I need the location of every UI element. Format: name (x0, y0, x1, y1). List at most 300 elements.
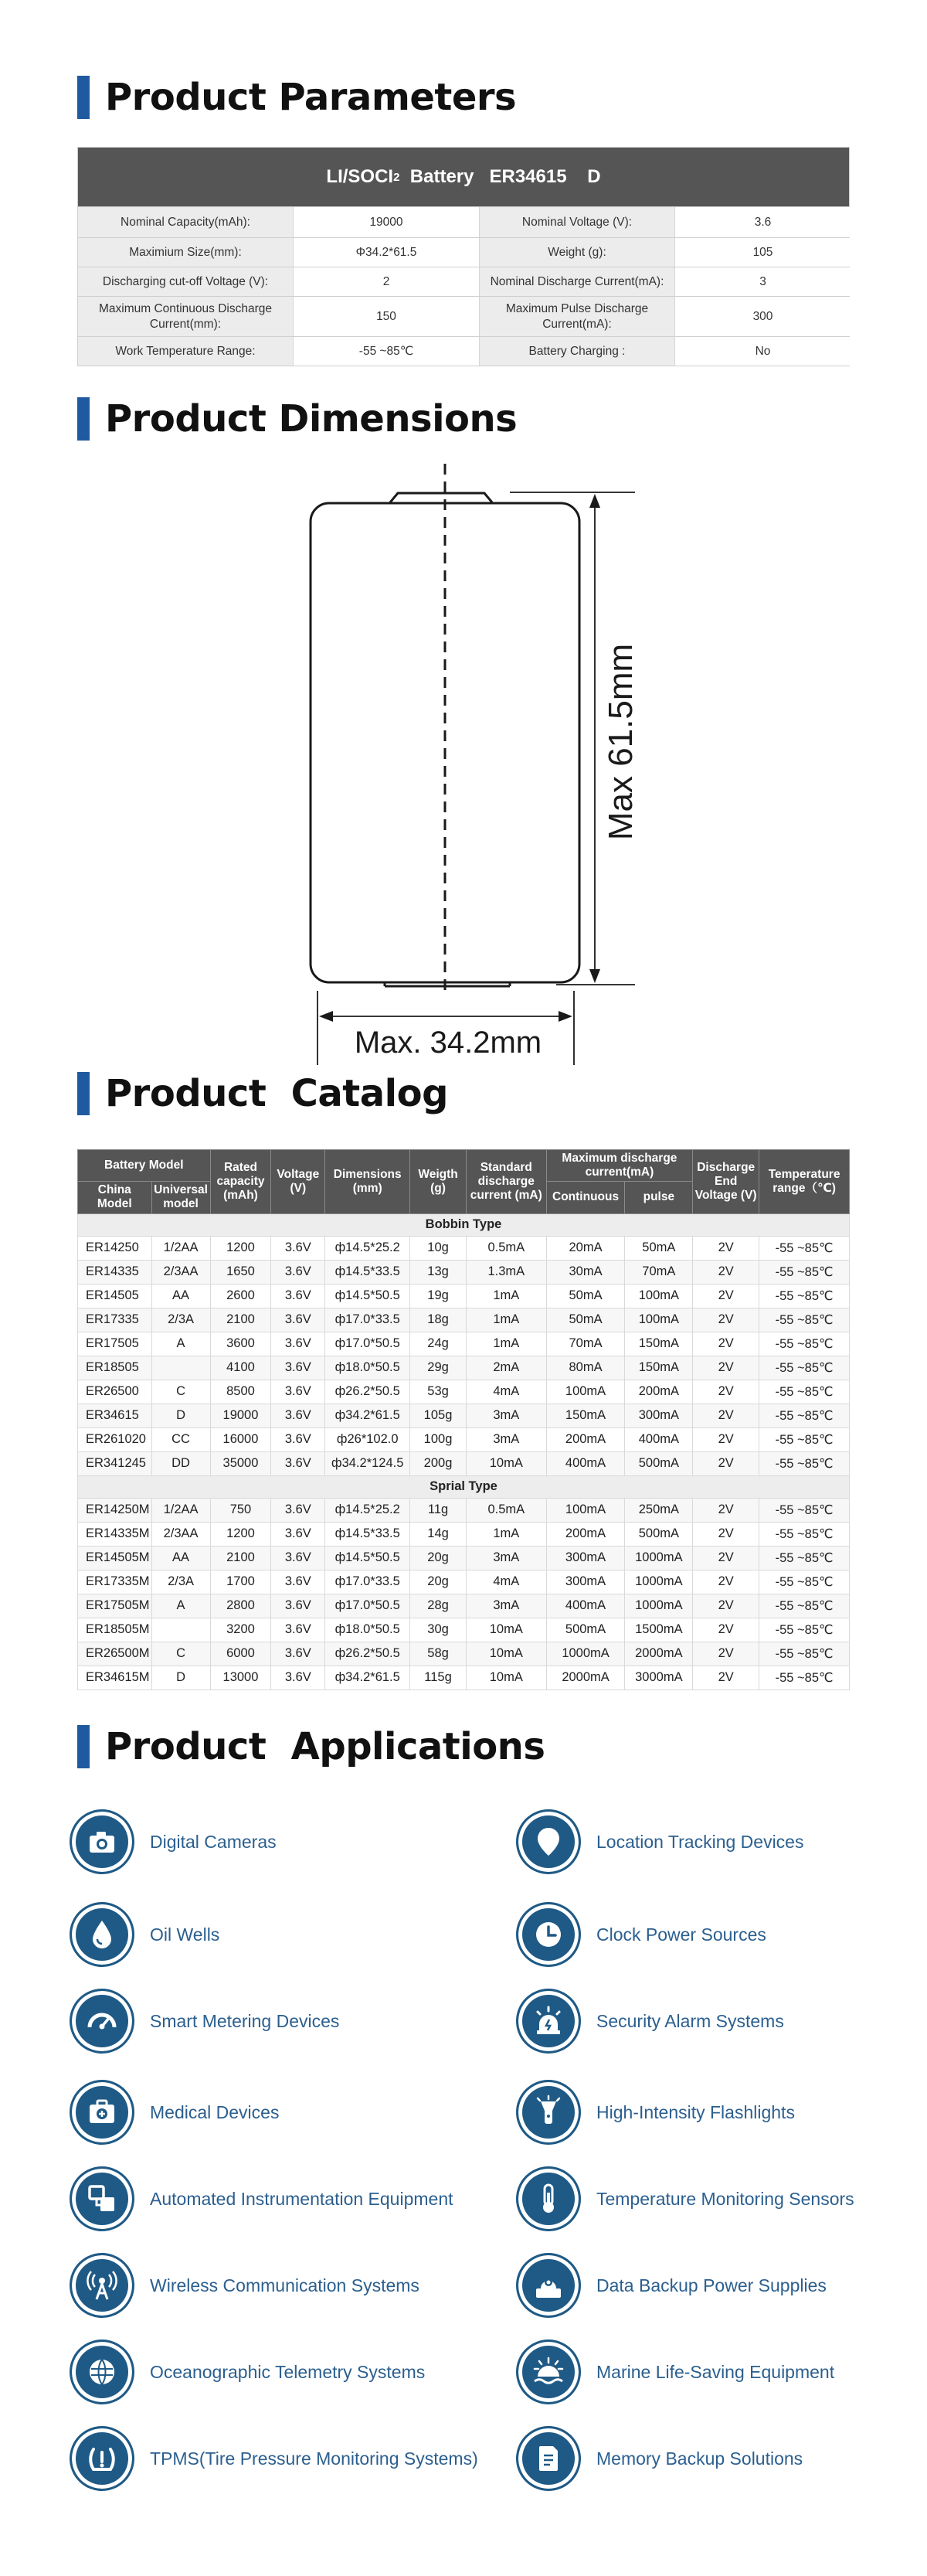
cell-dimensions: ф18.0*50.5 (325, 1618, 410, 1642)
param-label: Work Temperature Range: (78, 337, 293, 366)
param-value: 150 (293, 297, 479, 336)
cell-temperature-range: -55 ~85℃ (759, 1666, 850, 1690)
param-value: 2 (293, 267, 479, 296)
catalog-row (78, 1332, 850, 1356)
cell-rated-capacity: 750 (210, 1498, 271, 1522)
lifebuoy-icon (516, 2339, 581, 2404)
cell-weight: 13g (410, 1260, 467, 1284)
cell-weight: 10g (410, 1236, 467, 1260)
param-label: Maximum Pulse Discharge Current(mA): (479, 297, 674, 336)
application-label: Automated Instrumentation Equipment (150, 2188, 453, 2209)
cell-china-model: ER17505M (78, 1594, 152, 1618)
width-label: Max. 34.2mm (354, 1026, 542, 1060)
cell-dimensions: ф14.5*33.5 (325, 1260, 410, 1284)
param-label: Maximum Continuous Discharge Current(mm): (78, 297, 293, 336)
cell-end-voltage: 2V (693, 1546, 759, 1570)
cell-dimensions: ф34.2*61.5 (325, 1666, 410, 1690)
cell-universal-model (151, 1356, 210, 1380)
cell-end-voltage: 2V (693, 1451, 759, 1475)
application-label: TPMS(Tire Pressure Monitoring Systems) (150, 2448, 478, 2469)
cell-universal-model: C (151, 1380, 210, 1404)
cell-universal-model: 2/3AA (151, 1260, 210, 1284)
cell-china-model: ER26500 (78, 1380, 152, 1404)
application-item (516, 2425, 803, 2492)
header-model: Battery ER34615 D (399, 166, 601, 187)
cell-weight: 29g (410, 1356, 467, 1380)
cell-temperature-range: -55 ~85℃ (759, 1356, 850, 1380)
catalog-row (78, 1308, 850, 1332)
arrow-head (589, 969, 600, 983)
cell-standard-current: 1mA (466, 1522, 546, 1546)
header-standard-current: Standard discharge current (mA) (466, 1150, 546, 1214)
parameters-row (78, 336, 849, 366)
cell-china-model: ER14250 (78, 1236, 152, 1260)
cell-weight: 18g (410, 1308, 467, 1332)
application-label: Memory Backup Solutions (596, 2448, 803, 2469)
catalog-row (78, 1642, 850, 1666)
cell-temperature-range: -55 ~85℃ (759, 1498, 850, 1522)
cell-universal-model: A (151, 1332, 210, 1356)
application-item (70, 2079, 279, 2146)
cell-continuous-current: 20mA (546, 1236, 625, 1260)
param-value: 3 (674, 267, 851, 296)
cell-weight: 20g (410, 1570, 467, 1594)
cell-temperature-range: -55 ~85℃ (759, 1522, 850, 1546)
application-label: Temperature Monitoring Sensors (596, 2188, 854, 2209)
type-label: Sprial Type (78, 1475, 850, 1498)
cell-weight: 24g (410, 1332, 467, 1356)
cell-dimensions: ф26.2*50.5 (325, 1380, 410, 1404)
cell-end-voltage: 2V (693, 1404, 759, 1428)
header-china-model: China Model (78, 1181, 152, 1213)
cell-pulse-current: 150mA (625, 1332, 693, 1356)
cell-continuous-current: 300mA (546, 1546, 625, 1570)
catalog-row (78, 1498, 850, 1522)
cell-pulse-current: 2000mA (625, 1642, 693, 1666)
cell-rated-capacity: 2600 (210, 1284, 271, 1308)
cell-dimensions: ф14.5*33.5 (325, 1522, 410, 1546)
cell-standard-current: 3mA (466, 1546, 546, 1570)
cell-dimensions: ф34.2*124.5 (325, 1451, 410, 1475)
section-heading: Product Catalog (105, 1072, 448, 1115)
section-title-parameters (77, 74, 516, 121)
cell-pulse-current: 1000mA (625, 1570, 693, 1594)
cell-dimensions: ф17.0*50.5 (325, 1332, 410, 1356)
cell-weight: 53g (410, 1380, 467, 1404)
application-label: Medical Devices (150, 2101, 280, 2122)
cell-voltage: 3.6V (271, 1522, 325, 1546)
section-title-catalog (77, 1070, 448, 1117)
cell-china-model: ER14250M (78, 1498, 152, 1522)
thermometer-icon (516, 2166, 581, 2231)
cell-end-voltage: 2V (693, 1498, 759, 1522)
cell-universal-model: 2/3A (151, 1570, 210, 1594)
cell-universal-model: CC (151, 1428, 210, 1451)
cell-end-voltage: 2V (693, 1642, 759, 1666)
cell-rated-capacity: 35000 (210, 1451, 271, 1475)
flashlight-icon (516, 2080, 581, 2145)
header-temperature: Temperature range（℃) (759, 1150, 850, 1214)
param-value: 300 (674, 297, 851, 336)
param-label: Weight (g): (479, 238, 674, 267)
cell-temperature-range: -55 ~85℃ (759, 1428, 850, 1451)
cell-temperature-range: -55 ~85℃ (759, 1618, 850, 1642)
cell-voltage: 3.6V (271, 1666, 325, 1690)
cell-continuous-current: 2000mA (546, 1666, 625, 1690)
catalog-row (78, 1570, 850, 1594)
cell-dimensions: ф26.2*50.5 (325, 1642, 410, 1666)
param-label: Nominal Capacity(mAh): (78, 207, 293, 237)
cell-dimensions: ф34.2*61.5 (325, 1404, 410, 1428)
application-item (516, 2166, 854, 2232)
cell-continuous-current: 100mA (546, 1380, 625, 1404)
cell-continuous-current: 50mA (546, 1284, 625, 1308)
cell-rated-capacity: 1650 (210, 1260, 271, 1284)
cell-weight: 115g (410, 1666, 467, 1690)
cell-pulse-current: 1000mA (625, 1546, 693, 1570)
cell-standard-current: 0.5mA (466, 1498, 546, 1522)
cell-universal-model: D (151, 1666, 210, 1690)
cell-standard-current: 10mA (466, 1642, 546, 1666)
gauge-icon (70, 1989, 134, 2054)
section-title-applications (77, 1724, 545, 1770)
catalog-row (78, 1356, 850, 1380)
cell-end-voltage: 2V (693, 1666, 759, 1690)
cell-pulse-current: 50mA (625, 1236, 693, 1260)
cell-universal-model: C (151, 1642, 210, 1666)
cell-china-model: ER261020 (78, 1428, 152, 1451)
cell-pulse-current: 200mA (625, 1380, 693, 1404)
cell-standard-current: 10mA (466, 1666, 546, 1690)
location-pin-icon (516, 1809, 581, 1874)
cell-voltage: 3.6V (271, 1284, 325, 1308)
application-item (516, 2339, 834, 2405)
cell-universal-model: A (151, 1594, 210, 1618)
cell-end-voltage: 2V (693, 1260, 759, 1284)
application-label: Clock Power Sources (596, 1924, 766, 1945)
cell-rated-capacity: 8500 (210, 1380, 271, 1404)
cell-china-model: ER34615M (78, 1666, 152, 1690)
cell-voltage: 3.6V (271, 1332, 325, 1356)
cell-end-voltage: 2V (693, 1570, 759, 1594)
product-catalog-table (77, 1149, 850, 1690)
header-dimensions: Dimensions (mm) (325, 1150, 410, 1214)
param-value: 3.6 (674, 207, 851, 237)
header-voltage: Voltage (V) (271, 1150, 325, 1214)
header-end-voltage: Discharge End Voltage (V) (693, 1150, 759, 1214)
cell-continuous-current: 1000mA (546, 1642, 625, 1666)
cell-universal-model: DD (151, 1451, 210, 1475)
catalog-row (78, 1522, 850, 1546)
cell-dimensions: ф18.0*50.5 (325, 1356, 410, 1380)
cell-standard-current: 10mA (466, 1618, 546, 1642)
cell-china-model: ER26500M (78, 1642, 152, 1666)
cell-voltage: 3.6V (271, 1618, 325, 1642)
cell-rated-capacity: 2800 (210, 1594, 271, 1618)
data-backup-icon (516, 2253, 581, 2318)
catalog-header-row (78, 1150, 850, 1182)
cell-pulse-current: 400mA (625, 1428, 693, 1451)
application-label: Data Backup Power Supplies (596, 2275, 827, 2295)
cell-china-model: ER18505M (78, 1618, 152, 1642)
cell-rated-capacity: 2100 (210, 1546, 271, 1570)
application-item (70, 1901, 219, 1968)
parameters-table-header (78, 148, 849, 206)
cell-universal-model: 2/3AA (151, 1522, 210, 1546)
application-label: Digital Cameras (150, 1831, 277, 1852)
cell-continuous-current: 70mA (546, 1332, 625, 1356)
cell-end-voltage: 2V (693, 1332, 759, 1356)
cell-continuous-current: 100mA (546, 1498, 625, 1522)
cell-temperature-range: -55 ~85℃ (759, 1380, 850, 1404)
param-value: -55 ~85℃ (293, 337, 479, 366)
cell-dimensions: ф14.5*25.2 (325, 1498, 410, 1522)
cell-pulse-current: 3000mA (625, 1666, 693, 1690)
cell-end-voltage: 2V (693, 1308, 759, 1332)
cell-rated-capacity: 1700 (210, 1570, 271, 1594)
cell-rated-capacity: 1200 (210, 1522, 271, 1546)
header-subscript: 2 (393, 170, 400, 184)
cell-china-model: ER341245 (78, 1451, 152, 1475)
cell-temperature-range: -55 ~85℃ (759, 1594, 850, 1618)
cell-dimensions: ф17.0*50.5 (325, 1594, 410, 1618)
param-label: Battery Charging : (479, 337, 674, 366)
application-item (70, 1809, 277, 1875)
parameters-row (78, 206, 849, 237)
cell-temperature-range: -55 ~85℃ (759, 1451, 850, 1475)
cell-dimensions: ф17.0*33.5 (325, 1308, 410, 1332)
cell-temperature-range: -55 ~85℃ (759, 1546, 850, 1570)
cell-rated-capacity: 13000 (210, 1666, 271, 1690)
cell-china-model: ER17335 (78, 1308, 152, 1332)
type-row-spiral (78, 1475, 850, 1498)
globe-icon (70, 2339, 134, 2404)
medical-kit-icon (70, 2080, 134, 2145)
cell-weight: 14g (410, 1522, 467, 1546)
cell-standard-current: 1mA (466, 1308, 546, 1332)
parameters-table (77, 147, 850, 366)
cell-weight: 28g (410, 1594, 467, 1618)
arrow-head (559, 1011, 572, 1022)
application-item (70, 2166, 453, 2232)
cell-continuous-current: 30mA (546, 1260, 625, 1284)
cell-temperature-range: -55 ~85℃ (759, 1284, 850, 1308)
cell-pulse-current: 100mA (625, 1308, 693, 1332)
cell-temperature-range: -55 ~85℃ (759, 1236, 850, 1260)
cell-dimensions: ф14.5*50.5 (325, 1284, 410, 1308)
cell-china-model: ER17335M (78, 1570, 152, 1594)
cell-china-model: ER34615 (78, 1404, 152, 1428)
height-label: Max 61.5mm (602, 643, 640, 841)
application-label: Oceanographic Telemetry Systems (150, 2361, 426, 2382)
catalog-row (78, 1594, 850, 1618)
cell-dimensions: ф14.5*25.2 (325, 1236, 410, 1260)
cell-temperature-range: -55 ~85℃ (759, 1570, 850, 1594)
cell-end-voltage: 2V (693, 1522, 759, 1546)
cell-continuous-current: 200mA (546, 1428, 625, 1451)
arrow-head (319, 1011, 333, 1022)
cell-voltage: 3.6V (271, 1451, 325, 1475)
cell-voltage: 3.6V (271, 1498, 325, 1522)
cell-standard-current: 2mA (466, 1356, 546, 1380)
cell-voltage: 3.6V (271, 1380, 325, 1404)
cell-standard-current: 1mA (466, 1332, 546, 1356)
cell-continuous-current: 200mA (546, 1522, 625, 1546)
instrument-icon (70, 2166, 134, 2231)
application-label: Security Alarm Systems (596, 2010, 784, 2031)
cell-china-model: ER14505M (78, 1546, 152, 1570)
section-heading: Product Dimensions (105, 397, 518, 441)
section-heading: Product Parameters (105, 76, 517, 119)
cell-temperature-range: -55 ~85℃ (759, 1642, 850, 1666)
catalog-row (78, 1618, 850, 1642)
cell-pulse-current: 70mA (625, 1260, 693, 1284)
cell-standard-current: 1mA (466, 1284, 546, 1308)
cell-standard-current: 3mA (466, 1428, 546, 1451)
cell-universal-model: AA (151, 1546, 210, 1570)
alarm-icon (516, 1989, 581, 2054)
cell-temperature-range: -55 ~85℃ (759, 1308, 850, 1332)
param-value: 19000 (293, 207, 479, 237)
application-item (70, 2339, 425, 2405)
cell-rated-capacity: 3200 (210, 1618, 271, 1642)
catalog-row (78, 1380, 850, 1404)
cell-standard-current: 4mA (466, 1380, 546, 1404)
cell-rated-capacity: 19000 (210, 1404, 271, 1428)
catalog-row (78, 1451, 850, 1475)
cell-weight: 58g (410, 1642, 467, 1666)
cell-temperature-range: -55 ~85℃ (759, 1404, 850, 1428)
application-item (516, 1988, 784, 2054)
section-accent-bar (77, 76, 90, 119)
cell-pulse-current: 500mA (625, 1451, 693, 1475)
section-title-dimensions (77, 396, 517, 442)
cell-temperature-range: -55 ~85℃ (759, 1260, 850, 1284)
application-label: High-Intensity Flashlights (596, 2101, 795, 2122)
section-accent-bar (77, 1072, 90, 1115)
catalog-row (78, 1428, 850, 1451)
cell-standard-current: 1.3mA (466, 1260, 546, 1284)
cell-temperature-range: -55 ~85℃ (759, 1332, 850, 1356)
cell-pulse-current: 100mA (625, 1284, 693, 1308)
cell-standard-current: 3mA (466, 1404, 546, 1428)
cell-rated-capacity: 4100 (210, 1356, 271, 1380)
application-label: Marine Life-Saving Equipment (596, 2361, 835, 2382)
cell-weight: 105g (410, 1404, 467, 1428)
cell-universal-model (151, 1618, 210, 1642)
cell-dimensions: ф17.0*33.5 (325, 1570, 410, 1594)
cell-voltage: 3.6V (271, 1570, 325, 1594)
cell-end-voltage: 2V (693, 1428, 759, 1451)
cell-weight: 19g (410, 1284, 467, 1308)
header-weight: Weigth (g) (410, 1150, 467, 1214)
cell-universal-model: 2/3A (151, 1308, 210, 1332)
cell-weight: 200g (410, 1451, 467, 1475)
cell-weight: 100g (410, 1428, 467, 1451)
parameters-row (78, 296, 849, 336)
cell-pulse-current: 250mA (625, 1498, 693, 1522)
oil-drop-icon (70, 1902, 134, 1967)
cell-voltage: 3.6V (271, 1308, 325, 1332)
cell-pulse-current: 150mA (625, 1356, 693, 1380)
catalog-row (78, 1284, 850, 1308)
cell-china-model: ER17505 (78, 1332, 152, 1356)
catalog-row (78, 1260, 850, 1284)
param-label: Discharging cut-off Voltage (V): (78, 267, 293, 296)
application-item (516, 1809, 803, 1875)
cell-dimensions: ф14.5*50.5 (325, 1546, 410, 1570)
cell-pulse-current: 1500mA (625, 1618, 693, 1642)
cell-china-model: ER14335 (78, 1260, 152, 1284)
section-accent-bar (77, 397, 90, 441)
catalog-row (78, 1236, 850, 1260)
parameters-row (78, 237, 849, 267)
cell-continuous-current: 50mA (546, 1308, 625, 1332)
memory-card-icon (516, 2426, 581, 2491)
cell-continuous-current: 80mA (546, 1356, 625, 1380)
cell-standard-current: 3mA (466, 1594, 546, 1618)
cell-pulse-current: 500mA (625, 1522, 693, 1546)
cell-end-voltage: 2V (693, 1284, 759, 1308)
param-label: Nominal Voltage (V): (479, 207, 674, 237)
clock-icon (516, 1902, 581, 1967)
header-pulse: pulse (625, 1181, 693, 1213)
cell-continuous-current: 300mA (546, 1570, 625, 1594)
cell-voltage: 3.6V (271, 1260, 325, 1284)
section-accent-bar (77, 1725, 90, 1768)
cell-voltage: 3.6V (271, 1428, 325, 1451)
cell-universal-model: AA (151, 1284, 210, 1308)
application-label: Oil Wells (150, 1924, 220, 1945)
param-value: Φ34.2*61.5 (293, 238, 479, 267)
param-label: Maximium Size(mm): (78, 238, 293, 267)
cell-standard-current: 0.5mA (466, 1236, 546, 1260)
application-label: Location Tracking Devices (596, 1831, 804, 1852)
cell-end-voltage: 2V (693, 1356, 759, 1380)
catalog-body (78, 1213, 850, 1690)
cell-standard-current: 4mA (466, 1570, 546, 1594)
cell-standard-current: 10mA (466, 1451, 546, 1475)
header-rated-capacity: Rated capacity (mAh) (210, 1150, 271, 1214)
cell-end-voltage: 2V (693, 1618, 759, 1642)
header-universal-model: Universal model (151, 1181, 210, 1213)
catalog-row (78, 1666, 850, 1690)
cell-end-voltage: 2V (693, 1236, 759, 1260)
cell-continuous-current: 150mA (546, 1404, 625, 1428)
parameters-row (78, 267, 849, 296)
antenna-icon (70, 2253, 134, 2318)
cell-continuous-current: 400mA (546, 1451, 625, 1475)
cell-china-model: ER14335M (78, 1522, 152, 1546)
application-item (516, 2079, 795, 2146)
cell-weight: 30g (410, 1618, 467, 1642)
param-label: Nominal Discharge Current(mA): (479, 267, 674, 296)
tire-pressure-icon (70, 2426, 134, 2491)
param-value: No (674, 337, 851, 366)
application-label: Wireless Communication Systems (150, 2275, 419, 2295)
application-item (516, 1901, 766, 1968)
type-row-bobbin (78, 1213, 850, 1236)
cell-rated-capacity: 1200 (210, 1236, 271, 1260)
cell-rated-capacity: 16000 (210, 1428, 271, 1451)
application-item (70, 2252, 419, 2319)
cell-china-model: ER14505 (78, 1284, 152, 1308)
header-chemistry: LI/SOCI (326, 166, 394, 187)
cell-voltage: 3.6V (271, 1594, 325, 1618)
battery-dimension-drawing (0, 464, 927, 1074)
section-heading: Product Applications (105, 1725, 545, 1768)
type-label: Bobbin Type (78, 1213, 850, 1236)
